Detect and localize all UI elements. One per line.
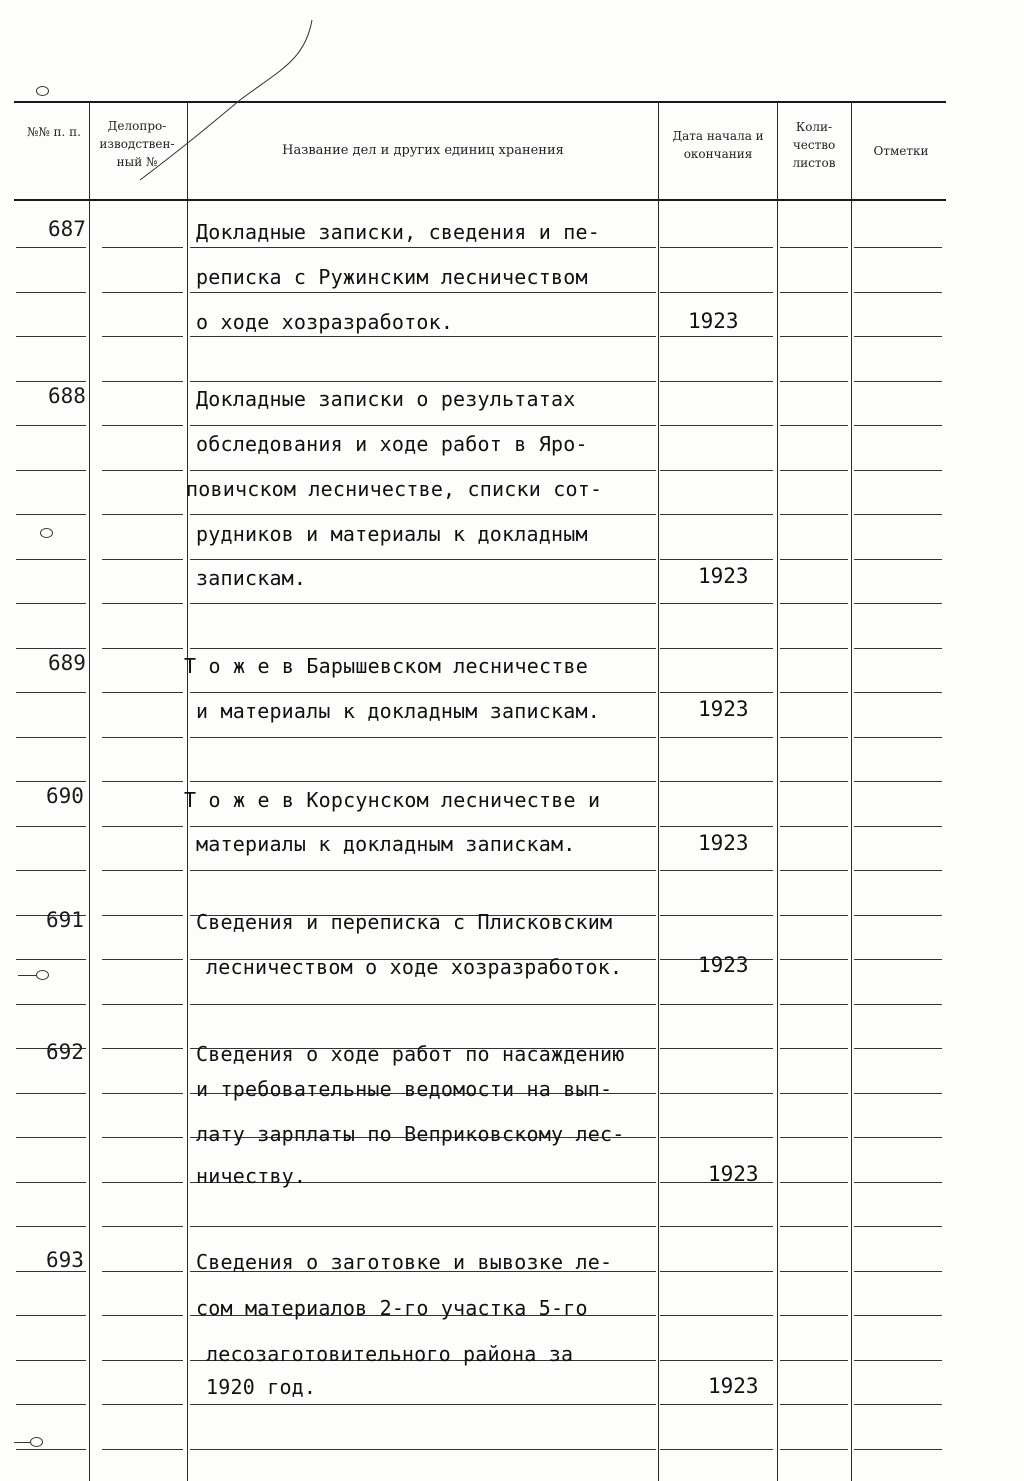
- entry-title-line: Сведения о заготовке и вывозке ле-: [196, 1250, 613, 1274]
- ruled-line: [854, 1271, 942, 1272]
- ruled-line: [780, 1315, 848, 1316]
- entry-number: 691: [46, 908, 84, 932]
- ruled-line: [854, 915, 942, 916]
- ruled-line: [660, 737, 773, 738]
- entry-title-line: лесничеством о ходе хозразработок.: [206, 955, 623, 979]
- ruled-line: [102, 870, 183, 871]
- ruled-line: [854, 1182, 942, 1183]
- ruled-line: [102, 1048, 183, 1049]
- ruled-line: [102, 692, 183, 693]
- ruled-line: [16, 1360, 86, 1361]
- header-office-number: Делопро- изводствен- ный №: [99, 119, 175, 169]
- ruled-line: [102, 514, 183, 515]
- ruled-line: [854, 559, 942, 560]
- header-notes: Отметки: [873, 144, 929, 158]
- ruled-line: [190, 1226, 656, 1227]
- entry-date: 1923: [688, 309, 739, 333]
- entry-number: 693: [46, 1248, 84, 1272]
- ruled-line: [854, 1048, 942, 1049]
- ruled-line: [190, 737, 656, 738]
- ruled-line: [660, 781, 773, 782]
- entry-title-line: реписка с Ружинским лесничеством: [196, 265, 588, 289]
- ruled-line: [102, 603, 183, 604]
- ruled-line: [854, 603, 942, 604]
- entry-number: 689: [48, 651, 86, 675]
- ruled-line: [780, 559, 848, 560]
- ruled-line: [780, 1271, 848, 1272]
- ruled-line: [16, 1137, 86, 1138]
- column-divider: [851, 103, 852, 1481]
- entry-title-line: и материалы к докладным запискам.: [196, 699, 600, 723]
- entry-title-line: Докладные записки, сведения и пе-: [196, 220, 600, 244]
- ruled-line: [102, 959, 183, 960]
- ruled-line: [190, 603, 656, 604]
- ruled-line: [660, 336, 773, 337]
- entry-title-line: Сведения о ходе работ по насаждению: [196, 1042, 625, 1066]
- margin-mark: [40, 528, 53, 538]
- ruled-line: [102, 826, 183, 827]
- ruled-line: [854, 826, 942, 827]
- entry-title-line: сом материалов 2-го участка 5-го: [196, 1296, 588, 1320]
- ruled-line: [16, 425, 86, 426]
- entry-number: 692: [46, 1040, 84, 1064]
- ruled-line: [780, 1093, 848, 1094]
- entry-title-line: лату зарплаты по Веприковскому лес-: [196, 1122, 625, 1146]
- entry-title-line: Т о ж е в Корсунском лесничестве и: [184, 788, 601, 812]
- ruled-line: [16, 781, 86, 782]
- ruled-line: [16, 1226, 86, 1227]
- ruled-line: [660, 470, 773, 471]
- ruled-line: [102, 559, 183, 560]
- column-divider: [777, 103, 778, 1481]
- ruled-line: [102, 1360, 183, 1361]
- ruled-line: [854, 1360, 942, 1361]
- margin-mark: [30, 1437, 43, 1447]
- ruled-line: [780, 648, 848, 649]
- entry-title-line: ничеству.: [196, 1164, 307, 1188]
- ruled-line: [102, 737, 183, 738]
- ruled-line: [16, 1182, 86, 1183]
- header-dates: Дата начала и окончания: [672, 129, 764, 161]
- ruled-line: [780, 381, 848, 382]
- entry-title-line: материалы к докладным запискам.: [196, 832, 576, 856]
- entry-title-line: о ходе хозразработок.: [196, 310, 454, 334]
- entry-title-line: рудников и материалы к докладным: [196, 522, 588, 546]
- ruled-line: [16, 870, 86, 871]
- ruled-line: [780, 1137, 848, 1138]
- ruled-line: [854, 1404, 942, 1405]
- ruled-line: [660, 1004, 773, 1005]
- column-divider: [658, 103, 659, 1481]
- ruled-line: [780, 425, 848, 426]
- ruled-line: [854, 1004, 942, 1005]
- ruled-line: [190, 1449, 656, 1450]
- ruled-line: [780, 603, 848, 604]
- ruled-line: [660, 1271, 773, 1272]
- ruled-line: [190, 1404, 656, 1405]
- header-title: Название дел и других единиц хранения: [282, 143, 564, 158]
- entry-number: 688: [48, 384, 86, 408]
- ruled-line: [190, 1004, 656, 1005]
- ruled-line: [190, 425, 656, 426]
- ruled-line: [660, 1137, 773, 1138]
- ruled-line: [854, 737, 942, 738]
- entry-title-line: и требовательные ведомости на вып-: [196, 1077, 613, 1101]
- ruled-line: [660, 870, 773, 871]
- ruled-line: [16, 959, 86, 960]
- ruled-line: [780, 1048, 848, 1049]
- ruled-line: [16, 603, 86, 604]
- ruled-line: [190, 470, 656, 471]
- ruled-line: [16, 1093, 86, 1094]
- ruled-line: [854, 470, 942, 471]
- entry-title-line: повичском лесничестве, списки сот-: [186, 477, 603, 501]
- ruled-line: [102, 1137, 183, 1138]
- ruled-line: [102, 648, 183, 649]
- ruled-line: [780, 1404, 848, 1405]
- entry-title-line: запискам.: [196, 566, 307, 590]
- ruled-line: [660, 603, 773, 604]
- ruled-line: [16, 1315, 86, 1316]
- margin-mark-tail: [18, 975, 36, 976]
- ruled-line: [102, 336, 183, 337]
- ruled-line: [854, 514, 942, 515]
- ruled-line: [660, 514, 773, 515]
- ruled-line: [660, 425, 773, 426]
- entry-title-line: 1920 год.: [206, 1375, 317, 1399]
- ruled-line: [854, 781, 942, 782]
- entry-title-line: Сведения и переписка с Плисковским: [196, 910, 613, 934]
- ruled-line: [780, 514, 848, 515]
- ruled-line: [16, 514, 86, 515]
- entry-number: 687: [48, 217, 86, 241]
- ruled-line: [780, 826, 848, 827]
- ruled-line: [854, 1449, 942, 1450]
- ruled-line: [854, 1137, 942, 1138]
- header-sheets: Коли- чество листов: [792, 120, 836, 170]
- entry-date: 1923: [698, 697, 749, 721]
- ruled-line: [854, 1093, 942, 1094]
- ruled-line: [190, 870, 656, 871]
- entry-date: 1923: [698, 831, 749, 855]
- ruled-line: [16, 692, 86, 693]
- ruled-line: [780, 1226, 848, 1227]
- ruled-line: [16, 381, 86, 382]
- entry-date: 1923: [698, 953, 749, 977]
- ruled-line: [660, 1404, 773, 1405]
- ruled-line: [660, 648, 773, 649]
- entry-title-line: лесозаготовительного района за: [206, 1342, 574, 1366]
- ruled-line: [16, 470, 86, 471]
- ruled-line: [854, 336, 942, 337]
- ruled-line: [102, 1449, 183, 1450]
- ruled-line: [780, 1004, 848, 1005]
- ruled-line: [660, 559, 773, 560]
- pen-stroke: [0, 0, 1024, 300]
- ruled-line: [102, 425, 183, 426]
- ruled-line: [190, 514, 656, 515]
- ruled-line: [190, 381, 656, 382]
- ruled-line: [660, 1360, 773, 1361]
- ruled-line: [102, 1315, 183, 1316]
- ruled-line: [660, 381, 773, 382]
- ruled-line: [780, 470, 848, 471]
- ruled-line: [780, 1360, 848, 1361]
- ruled-line: [780, 737, 848, 738]
- ruled-line: [16, 1404, 86, 1405]
- ruled-line: [102, 470, 183, 471]
- ruled-line: [102, 1093, 183, 1094]
- ruled-line: [660, 1449, 773, 1450]
- ruled-line: [854, 692, 942, 693]
- ruled-line: [854, 1315, 942, 1316]
- entry-date: 1923: [708, 1162, 759, 1186]
- ruled-line: [854, 381, 942, 382]
- ruled-line: [780, 959, 848, 960]
- ruled-line: [780, 1449, 848, 1450]
- ruled-line: [190, 648, 656, 649]
- ruled-line: [102, 1182, 183, 1183]
- margin-mark: [36, 86, 49, 96]
- margin-mark: [36, 970, 49, 980]
- ruled-line: [660, 1048, 773, 1049]
- ruled-line: [780, 1182, 848, 1183]
- ruled-line: [780, 336, 848, 337]
- ruled-line: [190, 826, 656, 827]
- ruled-line: [102, 1271, 183, 1272]
- ruled-line: [780, 870, 848, 871]
- ruled-line: [780, 915, 848, 916]
- ruled-line: [102, 1226, 183, 1227]
- ruled-line: [16, 648, 86, 649]
- ruled-line: [190, 336, 656, 337]
- ruled-line: [854, 1226, 942, 1227]
- ruled-line: [102, 915, 183, 916]
- ruled-line: [102, 1004, 183, 1005]
- entry-date: 1923: [708, 1374, 759, 1398]
- header-number: №№ п. п.: [27, 125, 81, 139]
- ruled-line: [16, 336, 86, 337]
- ruled-line: [16, 737, 86, 738]
- ruled-line: [102, 1404, 183, 1405]
- ruled-line: [660, 826, 773, 827]
- ruled-line: [190, 781, 656, 782]
- column-divider: [89, 103, 90, 1481]
- ruled-line: [660, 1315, 773, 1316]
- ruled-line: [854, 425, 942, 426]
- ruled-line: [854, 648, 942, 649]
- ruled-line: [780, 781, 848, 782]
- ruled-line: [660, 692, 773, 693]
- ruled-line: [854, 959, 942, 960]
- ruled-line: [660, 915, 773, 916]
- ruled-line: [16, 826, 86, 827]
- ruled-line: [16, 1449, 86, 1450]
- ruled-line: [16, 559, 86, 560]
- entry-title-line: Докладные записки о результатах: [196, 387, 576, 411]
- ruled-line: [854, 870, 942, 871]
- ruled-line: [190, 559, 656, 560]
- margin-mark-tail: [14, 1442, 30, 1443]
- ruled-line: [16, 1004, 86, 1005]
- entry-title-line: Т о ж е в Барышевском лесничестве: [184, 654, 588, 678]
- ruled-line: [780, 692, 848, 693]
- ruled-line: [102, 781, 183, 782]
- ruled-line: [190, 692, 656, 693]
- ruled-line: [102, 381, 183, 382]
- entry-date: 1923: [698, 564, 749, 588]
- ruled-line: [660, 1226, 773, 1227]
- entry-title-line: обследования и ходе работ в Яро-: [196, 432, 588, 456]
- ruled-line: [660, 1093, 773, 1094]
- entry-number: 690: [46, 784, 84, 808]
